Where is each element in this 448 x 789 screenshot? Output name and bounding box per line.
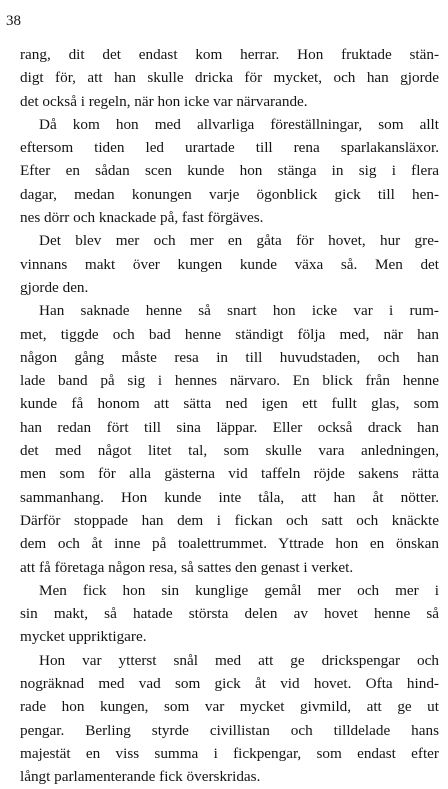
page-number: 38 (6, 13, 21, 29)
text-line: vinnans makt över kungen kunde växa så. Men det (20, 255, 439, 273)
text-line: majestät en viss summa i fickpengar, som endast efter (20, 744, 439, 762)
text-line: nes dörr och knackade på, fast förgäves. (20, 209, 264, 227)
text-line: dagar, medan konungen varje ögonblick gick till hen- (20, 185, 439, 203)
text-line: Men fick hon sin kunglige gemål mer och mer i (39, 581, 439, 599)
text-line: Därför stoppade han dem i fickan och satt och knäckte (20, 511, 439, 529)
text-line: sammanhang. Hon kunde inte tåla, att han åt nötter. (20, 488, 439, 506)
text-line: dem och åt inne på toalettrummet. Yttrade hon en önskan (20, 535, 439, 553)
paragraph (20, 43, 439, 113)
text-line: någon gång måste resa in till huvudstaden, och han (20, 348, 439, 366)
text-line: Då kom hon med allvarliga föreställningar, som allt (39, 115, 439, 133)
text-line: rade hon kungen, som var mycket givmild, att ge ut (20, 698, 439, 716)
paragraph (20, 229, 439, 299)
text-line: kunde få honom att sätta ned igen ett fullt glas, som (20, 395, 439, 413)
text-line: Efter en sådan scen kunde hon stänga in sig i flera (20, 162, 439, 180)
paragraph (20, 113, 439, 229)
text-line: gjorde den. (20, 278, 89, 296)
text-line: rang, dit det endast kom herrar. Hon fruktade stän- (20, 46, 439, 63)
text-line: men som för alla gästerna vid taffeln röjde sakens rätta (20, 465, 439, 483)
paragraph (20, 649, 439, 789)
text-line: pengar. Berling styrde civillistan och tilldelade hans (20, 721, 439, 739)
text-line: mycket uppriktigare. (20, 628, 147, 646)
text-line: han redan fört till sina läppar. Eller också drack han (20, 418, 439, 436)
text-line: eftersom tiden led urartade till rena sparlakansläxor. (20, 139, 439, 157)
text-line: sin makt, så hatade största delen av hovet henne så (20, 605, 439, 623)
text-line: nogräknad med vad som gick åt vid hovet. Ofta hind- (20, 675, 439, 693)
paragraph (20, 299, 439, 579)
text-line: lade band på sig i hennes närvaro. En blick från henne (20, 372, 439, 390)
paragraph (20, 579, 439, 649)
text-line: det med något litet tal, som skulle vara anledningen, (20, 442, 439, 460)
text-line: digt för, att han skulle dricka för mycket, och han gjorde (20, 69, 439, 87)
text-line: Han saknade henne så snart hon icke var i rum- (39, 302, 439, 320)
text-line: Hon var ytterst snål med att ge drickspengar och (39, 651, 439, 669)
text-line: att få företaga någon resa, så sattes den genast i verket. (20, 558, 354, 576)
body-text (20, 43, 439, 789)
text-line: långt parlamenterande fick överskridas. (20, 768, 261, 786)
text-line: det också i regeln, när hon icke var närvarande. (20, 92, 308, 110)
text-line: met, tiggde och bad henne ständigt följa med, när han (20, 325, 439, 343)
text-line: Det blev mer och mer en gåta för hovet, hur gre- (39, 232, 439, 250)
